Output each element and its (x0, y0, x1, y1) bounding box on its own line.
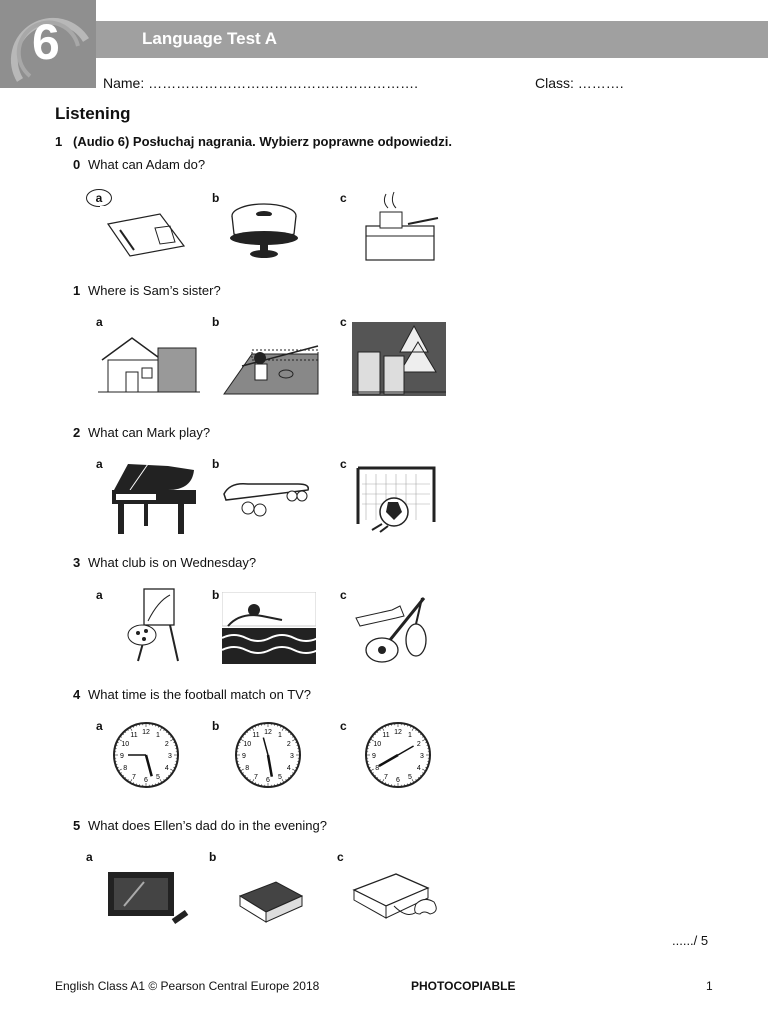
clock-numeral: 12 (394, 729, 402, 736)
clock-numeral: 10 (243, 741, 252, 748)
clock-numeral: 6 (396, 777, 400, 784)
instruction-number: 1 (55, 134, 63, 149)
unit-number: 6 (32, 14, 60, 70)
television-icon (104, 868, 192, 928)
question-number: 3 (73, 555, 81, 570)
clock-numeral: 7 (254, 773, 258, 781)
piano-icon (108, 460, 200, 538)
question-text: What club is on Wednesday? (88, 555, 257, 570)
option-a[interactable]: a (96, 315, 103, 329)
clock-numeral: 5 (156, 773, 160, 781)
clock-numeral: 2 (416, 741, 421, 748)
clock-numeral: 4 (416, 765, 421, 772)
clock-numeral: 11 (252, 732, 260, 740)
option-b[interactable]: b (212, 719, 220, 733)
clock-numeral: 1 (156, 732, 160, 740)
skateboard-icon (220, 474, 312, 524)
clock-numeral: 2 (164, 741, 169, 748)
clock-numeral: 11 (130, 732, 138, 740)
clock-numeral: 8 (375, 765, 380, 772)
class-field: Class: ………. (535, 75, 624, 91)
question-number: 2 (73, 425, 81, 440)
question-number: 1 (73, 283, 81, 298)
option-c[interactable]: c (337, 850, 344, 864)
clock-numeral: 10 (121, 741, 130, 748)
clock-numeral: 5 (278, 773, 282, 781)
clock-numeral: 4 (286, 765, 291, 772)
option-a[interactable]: a (96, 457, 103, 471)
question (73, 283, 221, 298)
option-c[interactable]: c (340, 719, 347, 733)
question-number: 0 (73, 157, 81, 172)
clock-numeral: 3 (290, 753, 294, 760)
clock-numeral: 12 (264, 729, 272, 736)
question-number: 4 (73, 687, 81, 702)
score: ....../ 5 (672, 933, 709, 948)
clock-numeral: 6 (266, 777, 270, 784)
cake-icon (226, 194, 302, 260)
option-a[interactable]: a (96, 719, 103, 733)
game-console-icon (350, 866, 442, 928)
clock-numeral: 8 (123, 765, 128, 772)
clock-numeral: 11 (382, 732, 390, 740)
unit-badge (0, 0, 96, 88)
clock-numeral: 9 (242, 753, 246, 760)
clock-numeral: 10 (373, 741, 382, 748)
page-title: Language Test A (142, 29, 278, 48)
question-text: What can Mark play? (88, 425, 211, 440)
tennis-court-icon (222, 324, 320, 396)
option-b[interactable]: b (212, 457, 220, 471)
clock-numeral: 2 (286, 741, 291, 748)
question (73, 687, 311, 702)
option-a-circled[interactable]: a (86, 189, 112, 207)
footer-photocopiable: PHOTOCOPIABLE (411, 979, 516, 993)
clock-numeral: 4 (164, 765, 169, 772)
option-c[interactable]: c (340, 191, 347, 205)
house-icon (98, 330, 200, 396)
question (73, 818, 327, 833)
question (73, 555, 256, 570)
section-title: Listening (55, 104, 131, 123)
option-c[interactable]: c (340, 315, 347, 329)
option-b[interactable]: b (209, 850, 217, 864)
clock-numeral: 7 (384, 773, 388, 781)
clock-icon (232, 719, 304, 791)
clock-icon (362, 719, 434, 791)
clock-numeral: 8 (245, 765, 250, 772)
drawing-icon (100, 206, 190, 258)
clock-numeral: 3 (168, 753, 172, 760)
option-b[interactable]: b (212, 191, 220, 205)
option-c[interactable]: c (340, 457, 347, 471)
footer-copyright: English Class A1 © Pearson Central Europe 2018 (55, 979, 320, 993)
question-text: What does Ellen’s dad do in the evening? (88, 818, 327, 833)
question (73, 425, 210, 440)
music-instruments-icon (352, 592, 442, 668)
question (73, 157, 205, 172)
clock-numeral: 9 (120, 753, 124, 760)
clock-numeral: 1 (408, 732, 412, 740)
art-easel-icon (126, 585, 186, 665)
forest-icon (352, 322, 446, 396)
clock-numeral: 9 (372, 753, 376, 760)
name-field: Name: …………………………………………………. (103, 75, 419, 91)
clock-numeral: 12 (142, 729, 150, 736)
clock-numeral: 5 (408, 773, 412, 781)
page-number: 1 (706, 979, 713, 993)
cooking-stove-icon (360, 190, 442, 262)
option-b[interactable]: b (212, 315, 220, 329)
option-a[interactable]: a (96, 588, 103, 602)
instruction-text: (Audio 6) Posłuchaj nagrania. Wybierz poprawne odpowiedzi. (73, 134, 452, 149)
option-a[interactable]: a (86, 850, 93, 864)
clock-numeral: 3 (420, 753, 424, 760)
clock-icon (110, 719, 182, 791)
clock-numeral: 1 (278, 732, 282, 740)
option-b[interactable]: b (212, 588, 220, 602)
question-number: 5 (73, 818, 81, 833)
clock-numeral: 7 (132, 773, 136, 781)
clock-numeral: 6 (144, 777, 148, 784)
book-icon (232, 876, 306, 924)
swimming-pool-icon (222, 592, 316, 666)
instruction (55, 134, 452, 149)
question-text: What time is the football match on TV? (88, 687, 312, 702)
question-text: Where is Sam’s sister? (88, 283, 221, 298)
football-goal-icon (352, 460, 438, 536)
option-c[interactable]: c (340, 588, 347, 602)
question-text: What can Adam do? (88, 157, 206, 172)
